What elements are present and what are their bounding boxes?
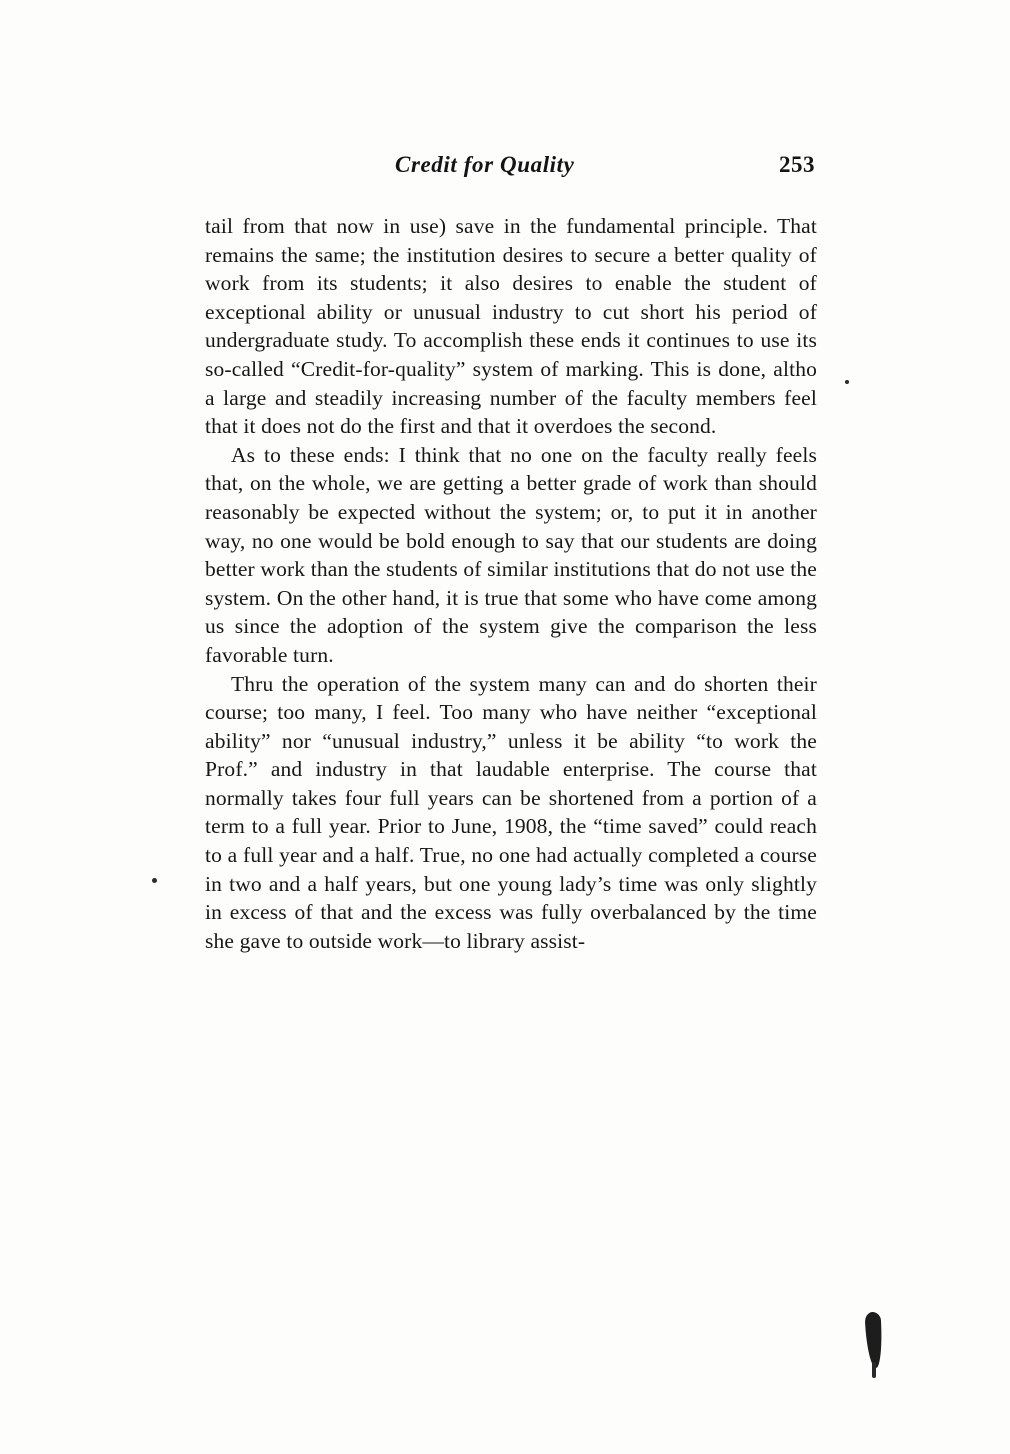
scan-speck: [845, 380, 849, 384]
ink-smudge-tail: [872, 1362, 876, 1378]
body-text: [205, 212, 817, 955]
paragraph: Thru the operation of the system many can and do shorten their course; too many, I feel. Too many who have neither “exceptional ability” nor “unusual industry,” unless it be ability “to work the Prof.” and industry in that laudable enterprise. The course that normally takes four full years can be shortened from a portion of a term to a full year. Prior to June, 1908, the “time saved” could reach to a full year and a half. True, no one had actually completed a course in two and a half years, but one young lady’s time was only slightly in excess of that and the excess was fully overbalanced by the time she gave to outside work—to library assist-: [205, 671, 817, 953]
ink-smudge: [865, 1312, 884, 1369]
page-number: 253: [779, 152, 815, 177]
scan-speck: [152, 878, 157, 883]
paragraph: tail from that now in use) save in the fundamental principle. That remains the same; the institution desires to secure a better quality of work from its students; it also desires to enable the student of exceptional ability or unusual industry to cut short his period of undergraduate study. To accomplish these ends it continues to use its so-called “Credit-for-quality” system of marking. This is done, altho a large and steadily increasing number of the faculty members feel that it does not do the first and that it overdoes the second.: [205, 214, 817, 439]
running-title: Credit for Quality: [395, 152, 575, 177]
page-header: [205, 152, 815, 178]
paragraph: As to these ends: I think that no one on the faculty really feels that, on the whole, we are getting a better grade of work than should reasonably be expected without the system; or, to put it in another way, no one would be bold enough to say that our students are doing better work than the students of similar institutions that do not use the system. On the other hand, it is true that some who have come among us since the adoption of the system give the comparison the less favorable turn.: [205, 442, 817, 667]
